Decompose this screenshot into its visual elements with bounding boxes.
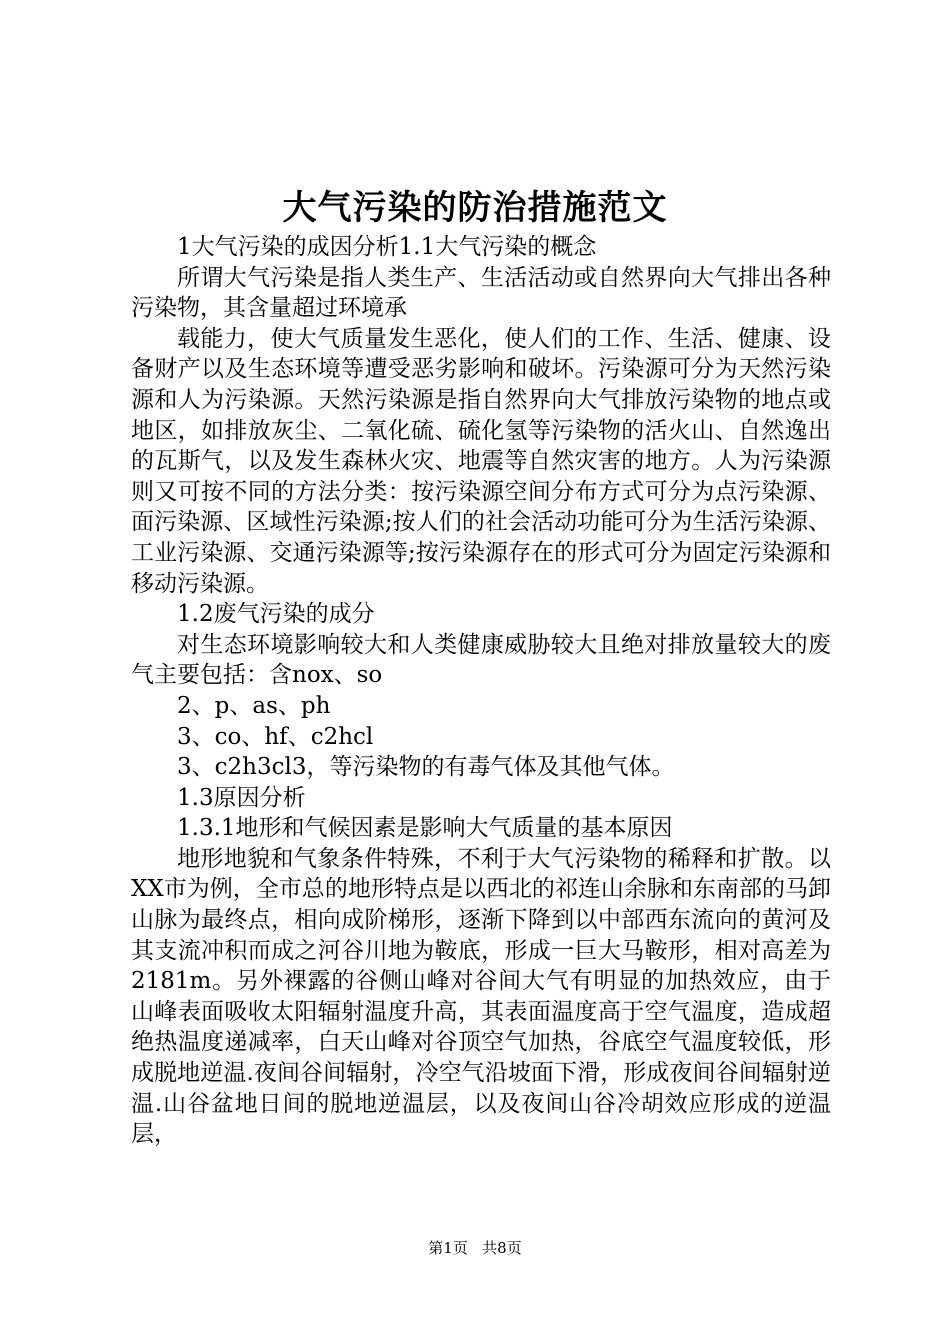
page-total: 共8页	[482, 1239, 522, 1257]
document-body	[131, 232, 831, 1150]
paragraph-definition: 所谓大气污染是指人类生产、生活活动或自然界向大气排出各种污染物，其含量超过环境承	[131, 264, 831, 322]
paragraph-gas-list-3: 3、c2h3cl3，等污染物的有毒气体及其他气体。	[177, 754, 675, 781]
paragraph-gas-list-1: 2、p、as、ph	[177, 692, 331, 719]
document-title: 大气污染的防治措施范文	[282, 188, 668, 228]
paragraph-gas-list-2: 3、co、hf、c2hcl	[177, 723, 374, 750]
paragraph-section-1-3-heading: 1.3原因分析	[177, 784, 306, 811]
paragraph-gas-components: 对生态环境影响较大和人类健康威胁较大且绝对排放量较大的废气主要包括：含nox、so	[131, 631, 831, 689]
paragraph-section-1-heading: 1大气污染的成因分析1.1大气污染的概念	[177, 234, 597, 260]
page-number: 第1页	[428, 1239, 468, 1257]
paragraph-section-1-3-1-heading: 1.3.1地形和气候因素是影响大气质量的基本原因	[177, 815, 673, 842]
paragraph-section-1-2-heading: 1.2废气污染的成分	[177, 601, 375, 628]
page-footer	[0, 1238, 950, 1258]
paragraph-terrain-climate: 地形地貌和气象条件特殊，不利于大气污染物的稀释和扩散。以XX市为例，全市总的地形特点是以西北的祁连山余脉和东南部的马卸山脉为最终点，相向成阶梯形，逐渐下降到以中部西东流向的黄河及其支流冲积而成之河谷川地为鞍底，形成一巨大马鞍形，相对高差为2181m。另外裸露的谷侧山峰对谷间大气有明显的加热效应，由于山峰表面吸收太阳辐射温度升高，其表面温度高于空气温度，造成超绝热温度递减率，白天山峰对谷顶空气加热，谷底空气温度较低，形成脱地逆温.夜间谷间辐射，冷空气沿坡面下滑，形成夜间谷间辐射逆温.山谷盆地日间的脱地逆温层，以及夜间山谷冷胡效应形成的逆温层，	[131, 845, 831, 1148]
paragraph-pollution-sources: 载能力，使大气质量发生恶化，使人们的工作、生活、健康、设备财产以及生态环境等遭受恶劣影响和破坏。污染源可分为天然污染源和人为污染源。天然污染源是指自然界向大气排放污染物的地点或地区，如排放灰尘、二氧化硫、硫化氢等污染物的活火山、自然逸出的瓦斯气，以及发生森林火灾、地震等自然灾害的地方。人为污染源则又可按不同的方法分类：按污染源空间分布方式可分为点污染源、面污染源、区域性污染源;按人们的社会活动功能可分为生活污染源、工业污染源、交通污染源等;按污染源存在的形式可分为固定污染源和移动污染源。	[131, 325, 831, 597]
